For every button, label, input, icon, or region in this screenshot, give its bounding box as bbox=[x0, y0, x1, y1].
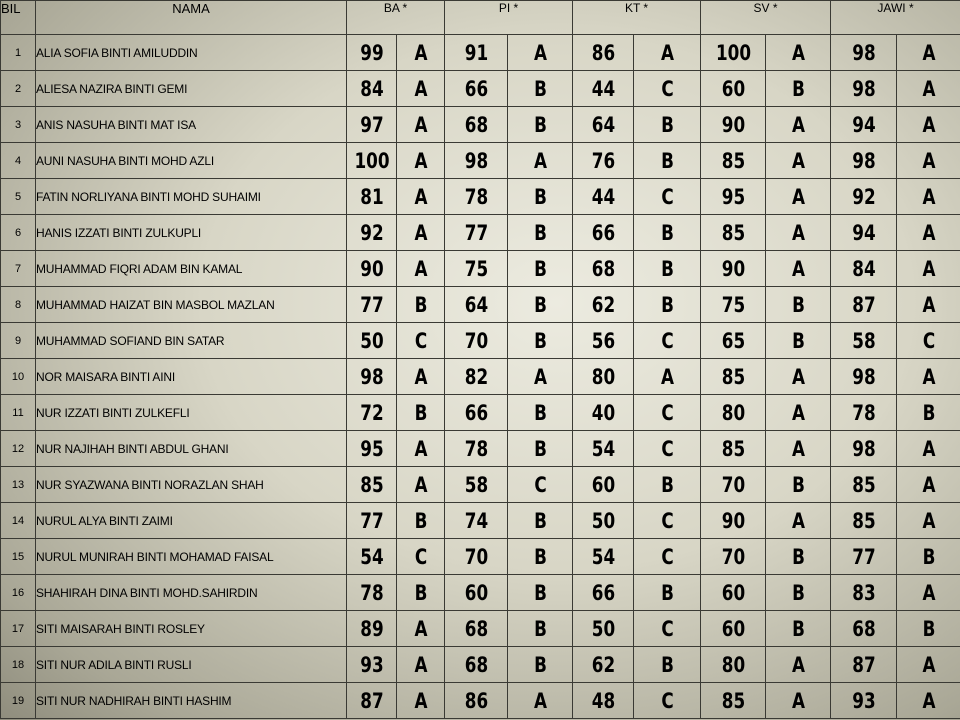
ba-grade: A bbox=[401, 647, 439, 683]
row-number: 4 bbox=[1, 143, 36, 179]
ba-mark: 99 bbox=[352, 35, 392, 71]
kt-mark: 48 bbox=[579, 683, 628, 719]
sv-mark: 60 bbox=[707, 575, 759, 611]
jawi-mark: 92 bbox=[837, 179, 890, 215]
sv-mark: 90 bbox=[707, 503, 759, 539]
sv-mark: 85 bbox=[707, 215, 759, 251]
kt-mark: 66 bbox=[579, 215, 628, 251]
sv-mark: 60 bbox=[707, 71, 759, 107]
student-name: SITI NUR ADILA BINTI RUSLI bbox=[36, 647, 347, 683]
sv-grade: B bbox=[772, 611, 824, 647]
ba-grade: A bbox=[401, 107, 439, 143]
jawi-mark: 85 bbox=[837, 503, 890, 539]
jawi-grade: A bbox=[903, 575, 954, 611]
pi-grade: B bbox=[514, 503, 566, 539]
ba-grade: A bbox=[401, 143, 439, 179]
jawi-mark: 94 bbox=[837, 215, 890, 251]
ba-mark: 81 bbox=[352, 179, 392, 215]
pi-mark: 78 bbox=[451, 431, 501, 467]
ba-mark: 90 bbox=[352, 251, 392, 287]
row-number: 9 bbox=[1, 323, 36, 359]
pi-mark: 58 bbox=[451, 467, 501, 503]
ba-mark: 84 bbox=[352, 71, 392, 107]
table-row bbox=[1, 647, 960, 683]
pi-grade: B bbox=[514, 215, 566, 251]
ba-grade: B bbox=[401, 287, 439, 323]
jawi-grade: A bbox=[903, 287, 954, 323]
table-row bbox=[1, 611, 960, 647]
ba-grade: C bbox=[401, 323, 439, 359]
sv-grade: A bbox=[772, 143, 824, 179]
ba-mark: 98 bbox=[352, 359, 392, 395]
sv-grade: A bbox=[772, 107, 824, 143]
sv-mark: 75 bbox=[707, 287, 759, 323]
student-name: NURUL ALYA BINTI ZAIMI bbox=[36, 503, 347, 539]
ba-grade: A bbox=[401, 179, 439, 215]
pi-grade: A bbox=[514, 359, 566, 395]
kt-grade: B bbox=[640, 107, 694, 143]
jawi-mark: 68 bbox=[837, 611, 890, 647]
row-number: 14 bbox=[1, 503, 36, 539]
pi-grade: B bbox=[514, 575, 566, 611]
kt-mark: 76 bbox=[579, 143, 628, 179]
pi-mark: 66 bbox=[451, 395, 501, 431]
row-number: 5 bbox=[1, 179, 36, 215]
pi-mark: 60 bbox=[451, 575, 501, 611]
kt-mark: 62 bbox=[579, 647, 628, 683]
sv-grade: A bbox=[772, 35, 824, 71]
ba-grade: A bbox=[401, 251, 439, 287]
sv-mark: 85 bbox=[707, 359, 759, 395]
row-number: 6 bbox=[1, 215, 36, 251]
sv-mark: 90 bbox=[707, 251, 759, 287]
jawi-mark: 98 bbox=[837, 431, 890, 467]
pi-grade: B bbox=[514, 323, 566, 359]
jawi-mark: 77 bbox=[837, 539, 890, 575]
kt-grade: A bbox=[640, 35, 694, 71]
jawi-mark: 78 bbox=[837, 395, 890, 431]
table-row bbox=[1, 215, 960, 251]
table-body bbox=[1, 35, 960, 719]
jawi-grade: B bbox=[903, 611, 954, 647]
kt-grade: C bbox=[640, 539, 694, 575]
kt-grade: C bbox=[640, 71, 694, 107]
jawi-grade: A bbox=[903, 683, 954, 719]
jawi-grade: A bbox=[903, 143, 954, 179]
student-name: SITI NUR NADHIRAH BINTI HASHIM bbox=[36, 683, 347, 719]
student-name: SHAHIRAH DINA BINTI MOHD.SAHIRDIN bbox=[36, 575, 347, 611]
ba-mark: 78 bbox=[352, 575, 392, 611]
jawi-grade: C bbox=[903, 323, 954, 359]
sv-grade: A bbox=[772, 395, 824, 431]
pi-mark: 68 bbox=[451, 611, 501, 647]
kt-grade: B bbox=[640, 215, 694, 251]
sv-grade: A bbox=[772, 251, 824, 287]
ba-mark: 87 bbox=[352, 683, 392, 719]
sv-grade: A bbox=[772, 359, 824, 395]
kt-mark: 54 bbox=[579, 431, 628, 467]
pi-grade: B bbox=[514, 287, 566, 323]
kt-mark: 44 bbox=[579, 71, 628, 107]
kt-mark: 60 bbox=[579, 467, 628, 503]
pi-mark: 75 bbox=[451, 251, 501, 287]
sv-mark: 85 bbox=[707, 683, 759, 719]
pi-grade: B bbox=[514, 179, 566, 215]
kt-grade: C bbox=[640, 683, 694, 719]
sv-grade: B bbox=[772, 287, 824, 323]
ba-mark: 97 bbox=[352, 107, 392, 143]
sv-mark: 80 bbox=[707, 647, 759, 683]
header-subject-ba: BA * bbox=[347, 1, 445, 35]
pi-grade: B bbox=[514, 647, 566, 683]
row-number: 7 bbox=[1, 251, 36, 287]
jawi-grade: B bbox=[903, 395, 954, 431]
sv-mark: 90 bbox=[707, 107, 759, 143]
jawi-grade: A bbox=[903, 431, 954, 467]
kt-grade: C bbox=[640, 179, 694, 215]
jawi-grade: A bbox=[903, 359, 954, 395]
table-row bbox=[1, 431, 960, 467]
sv-grade: A bbox=[772, 431, 824, 467]
ba-mark: 89 bbox=[352, 611, 392, 647]
row-number: 11 bbox=[1, 395, 36, 431]
jawi-grade: A bbox=[903, 467, 954, 503]
table-row bbox=[1, 683, 960, 719]
ba-grade: A bbox=[401, 71, 439, 107]
pi-grade: A bbox=[514, 35, 566, 71]
ba-mark: 95 bbox=[352, 431, 392, 467]
kt-grade: C bbox=[640, 395, 694, 431]
ba-grade: A bbox=[401, 35, 439, 71]
table-row bbox=[1, 143, 960, 179]
kt-mark: 86 bbox=[579, 35, 628, 71]
pi-mark: 68 bbox=[451, 107, 501, 143]
ba-grade: B bbox=[401, 575, 439, 611]
header-subject-pi: PI * bbox=[445, 1, 573, 35]
ba-grade: B bbox=[401, 395, 439, 431]
pi-grade: B bbox=[514, 71, 566, 107]
table-row bbox=[1, 395, 960, 431]
ba-mark: 77 bbox=[352, 287, 392, 323]
jawi-mark: 98 bbox=[837, 71, 890, 107]
header-nama: NAMA bbox=[36, 1, 347, 35]
kt-mark: 80 bbox=[579, 359, 628, 395]
row-number: 10 bbox=[1, 359, 36, 395]
jawi-mark: 98 bbox=[837, 359, 890, 395]
pi-grade: A bbox=[514, 683, 566, 719]
sv-mark: 65 bbox=[707, 323, 759, 359]
kt-mark: 54 bbox=[579, 539, 628, 575]
kt-grade: B bbox=[640, 647, 694, 683]
kt-mark: 56 bbox=[579, 323, 628, 359]
sv-grade: B bbox=[772, 467, 824, 503]
kt-grade: B bbox=[640, 143, 694, 179]
student-name: ALIESA NAZIRA BINTI GEMI bbox=[36, 71, 347, 107]
student-name: NUR NAJIHAH BINTI ABDUL GHANI bbox=[36, 431, 347, 467]
sv-grade: A bbox=[772, 215, 824, 251]
student-name: NUR SYAZWANA BINTI NORAZLAN SHAH bbox=[36, 467, 347, 503]
row-number: 16 bbox=[1, 575, 36, 611]
header-bil: BIL bbox=[1, 1, 36, 35]
kt-mark: 50 bbox=[579, 611, 628, 647]
sv-grade: A bbox=[772, 503, 824, 539]
row-number: 12 bbox=[1, 431, 36, 467]
ba-mark: 54 bbox=[352, 539, 392, 575]
sv-grade: B bbox=[772, 575, 824, 611]
pi-grade: B bbox=[514, 611, 566, 647]
kt-mark: 44 bbox=[579, 179, 628, 215]
pi-grade: C bbox=[514, 467, 566, 503]
pi-mark: 77 bbox=[451, 215, 501, 251]
pi-mark: 66 bbox=[451, 71, 501, 107]
ba-mark: 92 bbox=[352, 215, 392, 251]
kt-grade: A bbox=[640, 359, 694, 395]
kt-grade: C bbox=[640, 611, 694, 647]
sv-mark: 100 bbox=[707, 35, 759, 71]
jawi-mark: 93 bbox=[837, 683, 890, 719]
sv-mark: 70 bbox=[707, 539, 759, 575]
student-name: AUNI NASUHA BINTI MOHD AZLI bbox=[36, 143, 347, 179]
ba-grade: C bbox=[401, 539, 439, 575]
jawi-mark: 85 bbox=[837, 467, 890, 503]
student-name: MUHAMMAD SOFIAND BIN SATAR bbox=[36, 323, 347, 359]
ba-grade: A bbox=[401, 215, 439, 251]
sv-mark: 60 bbox=[707, 611, 759, 647]
student-name: NUR IZZATI BINTI ZULKEFLI bbox=[36, 395, 347, 431]
kt-grade: B bbox=[640, 467, 694, 503]
kt-mark: 50 bbox=[579, 503, 628, 539]
kt-grade: B bbox=[640, 251, 694, 287]
kt-mark: 64 bbox=[579, 107, 628, 143]
pi-grade: B bbox=[514, 395, 566, 431]
kt-mark: 66 bbox=[579, 575, 628, 611]
jawi-grade: A bbox=[903, 647, 954, 683]
row-number: 19 bbox=[1, 683, 36, 719]
ba-mark: 85 bbox=[352, 467, 392, 503]
sv-grade: A bbox=[772, 179, 824, 215]
jawi-grade: A bbox=[903, 35, 954, 71]
pi-mark: 98 bbox=[451, 143, 501, 179]
jawi-mark: 98 bbox=[837, 143, 890, 179]
jawi-mark: 84 bbox=[837, 251, 890, 287]
jawi-mark: 87 bbox=[837, 647, 890, 683]
kt-grade: B bbox=[640, 575, 694, 611]
table-row bbox=[1, 323, 960, 359]
sv-grade: B bbox=[772, 539, 824, 575]
table-row bbox=[1, 179, 960, 215]
pi-grade: A bbox=[514, 143, 566, 179]
student-name: FATIN NORLIYANA BINTI MOHD SUHAIMI bbox=[36, 179, 347, 215]
jawi-mark: 87 bbox=[837, 287, 890, 323]
jawi-grade: A bbox=[903, 251, 954, 287]
ba-grade: B bbox=[401, 503, 439, 539]
pi-mark: 86 bbox=[451, 683, 501, 719]
table-row bbox=[1, 35, 960, 71]
row-number: 13 bbox=[1, 467, 36, 503]
table-row bbox=[1, 71, 960, 107]
jawi-mark: 58 bbox=[837, 323, 890, 359]
table-row bbox=[1, 467, 960, 503]
header-subject-sv: SV * bbox=[701, 1, 831, 35]
sv-grade: B bbox=[772, 71, 824, 107]
ba-grade: A bbox=[401, 611, 439, 647]
pi-mark: 78 bbox=[451, 179, 501, 215]
kt-grade: B bbox=[640, 287, 694, 323]
student-name: NURUL MUNIRAH BINTI MOHAMAD FAISAL bbox=[36, 539, 347, 575]
header-subject-kt: KT * bbox=[573, 1, 701, 35]
row-number: 3 bbox=[1, 107, 36, 143]
ba-mark: 77 bbox=[352, 503, 392, 539]
kt-mark: 62 bbox=[579, 287, 628, 323]
student-name: MUHAMMAD FIQRI ADAM BIN KAMAL bbox=[36, 251, 347, 287]
jawi-grade: A bbox=[903, 503, 954, 539]
ba-grade: A bbox=[401, 683, 439, 719]
jawi-mark: 98 bbox=[837, 35, 890, 71]
pi-grade: B bbox=[514, 251, 566, 287]
student-name: ALIA SOFIA BINTI AMILUDDIN bbox=[36, 35, 347, 71]
header-subject-jawi: JAWI * bbox=[831, 1, 960, 35]
kt-grade: C bbox=[640, 323, 694, 359]
kt-mark: 68 bbox=[579, 251, 628, 287]
student-name: SITI MAISARAH BINTI ROSLEY bbox=[36, 611, 347, 647]
row-number: 8 bbox=[1, 287, 36, 323]
sv-grade: A bbox=[772, 647, 824, 683]
student-name: HANIS IZZATI BINTI ZULKUPLI bbox=[36, 215, 347, 251]
table-row bbox=[1, 251, 960, 287]
jawi-grade: A bbox=[903, 71, 954, 107]
pi-mark: 70 bbox=[451, 539, 501, 575]
pi-grade: B bbox=[514, 539, 566, 575]
kt-grade: C bbox=[640, 503, 694, 539]
row-number: 18 bbox=[1, 647, 36, 683]
ba-grade: A bbox=[401, 359, 439, 395]
pi-grade: B bbox=[514, 107, 566, 143]
table-row bbox=[1, 575, 960, 611]
jawi-grade: A bbox=[903, 215, 954, 251]
pi-mark: 64 bbox=[451, 287, 501, 323]
jawi-mark: 94 bbox=[837, 107, 890, 143]
sv-mark: 70 bbox=[707, 467, 759, 503]
row-number: 17 bbox=[1, 611, 36, 647]
student-name: ANIS NASUHA BINTI MAT ISA bbox=[36, 107, 347, 143]
ba-grade: A bbox=[401, 467, 439, 503]
ba-mark: 50 bbox=[352, 323, 392, 359]
student-name: MUHAMMAD HAIZAT BIN MASBOL MAZLAN bbox=[36, 287, 347, 323]
jawi-grade: B bbox=[903, 539, 954, 575]
pi-mark: 74 bbox=[451, 503, 501, 539]
jawi-grade: A bbox=[903, 179, 954, 215]
row-number: 2 bbox=[1, 71, 36, 107]
pi-mark: 70 bbox=[451, 323, 501, 359]
sv-mark: 85 bbox=[707, 143, 759, 179]
jawi-grade: A bbox=[903, 107, 954, 143]
sv-mark: 85 bbox=[707, 431, 759, 467]
sv-grade: B bbox=[772, 323, 824, 359]
ba-mark: 93 bbox=[352, 647, 392, 683]
jawi-mark: 83 bbox=[837, 575, 890, 611]
kt-mark: 40 bbox=[579, 395, 628, 431]
header-row bbox=[1, 1, 960, 35]
table-row bbox=[1, 539, 960, 575]
sv-grade: A bbox=[772, 683, 824, 719]
sv-mark: 95 bbox=[707, 179, 759, 215]
kt-grade: C bbox=[640, 431, 694, 467]
ba-mark: 100 bbox=[352, 143, 392, 179]
student-name: NOR MAISARA BINTI AINI bbox=[36, 359, 347, 395]
ba-mark: 72 bbox=[352, 395, 392, 431]
pi-mark: 68 bbox=[451, 647, 501, 683]
pi-mark: 82 bbox=[451, 359, 501, 395]
row-number: 1 bbox=[1, 35, 36, 71]
table-row bbox=[1, 503, 960, 539]
pi-mark: 91 bbox=[451, 35, 501, 71]
ba-grade: A bbox=[401, 431, 439, 467]
table-row bbox=[1, 107, 960, 143]
pi-grade: B bbox=[514, 431, 566, 467]
row-number: 15 bbox=[1, 539, 36, 575]
sv-mark: 80 bbox=[707, 395, 759, 431]
table-row bbox=[1, 287, 960, 323]
table-row bbox=[1, 359, 960, 395]
